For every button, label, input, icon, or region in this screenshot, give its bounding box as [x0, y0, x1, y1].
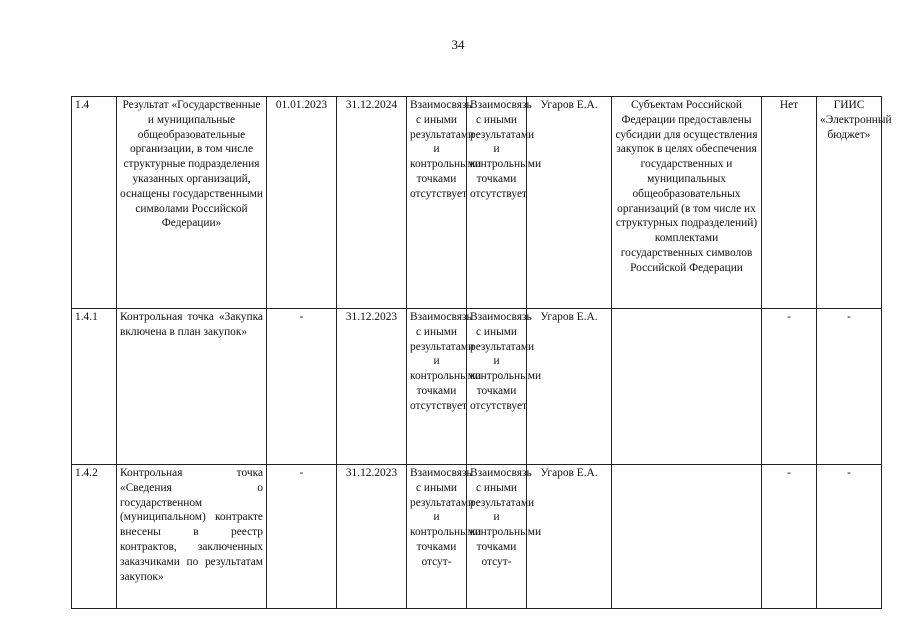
end-date: 31.12.2024 — [337, 97, 407, 309]
table-row — [72, 97, 882, 309]
checkpoint-name: Контрольная точка «Сведения о государственном (муниципальном) контракте внесены в реестр контрактов, заключенных заказчиками по результатам закупок» — [117, 465, 267, 609]
result-name: Результат «Государственные и муниципальные общеобразовательные организации, в том числе структурные подразделения указанных организаций, оснащены государственными символами Российской Федерации» — [117, 97, 267, 309]
relation-next: Взаимосвязь с иными результатами и контрольными точками отсутствует — [467, 309, 527, 465]
information-system: - — [817, 465, 882, 609]
result-description — [612, 309, 762, 465]
end-date: 31.12.2023 — [337, 309, 407, 465]
flag-cell: - — [762, 465, 817, 609]
relation-previous: Взаимосвязь с иными результатами и контрольными точками отсут- — [407, 465, 467, 609]
checkpoint-name: Контрольная точка «Закупка включена в план закупок» — [117, 309, 267, 465]
information-system: ГИИС «Электронный бюджет» — [817, 97, 882, 309]
relation-next: Взаимосвязь с иными результатами и контрольными точками отсутствует — [467, 97, 527, 309]
start-date: - — [267, 309, 337, 465]
page-number: 34 — [451, 37, 465, 52]
row-number: 1.4.1 — [72, 309, 117, 465]
relation-previous: Взаимосвязь с иными результатами и контрольными точками отсутствует — [407, 309, 467, 465]
responsible-person: Угаров Е.А. — [527, 309, 612, 465]
flag-cell: Нет — [762, 97, 817, 309]
responsible-person: Угаров Е.А. — [527, 97, 612, 309]
table-row — [72, 309, 882, 465]
relation-next: Взаимосвязь с иными результатами и контрольными точками отсут- — [467, 465, 527, 609]
start-date: 01.01.2023 — [267, 97, 337, 309]
result-description — [612, 465, 762, 609]
result-description: Субъектам Российской Федерации предоставлены субсидии для осуществления закупок в целях обеспечения государственных и муниципальных общеобразовательных организаций (в том числе их структурных подразделений) комплектами государственных символов Российской Федерации — [612, 97, 762, 309]
flag-cell: - — [762, 309, 817, 465]
row-number: 1.4.2 — [72, 465, 117, 609]
relation-previous: Взаимосвязь с иными результатами и контрольными точками отсутствует — [407, 97, 467, 309]
end-date: 31.12.2023 — [337, 465, 407, 609]
row-number: 1.4 — [72, 97, 117, 309]
start-date: - — [267, 465, 337, 609]
plan-table — [71, 96, 892, 609]
table-row — [72, 465, 882, 609]
information-system: - — [817, 309, 882, 465]
responsible-person: Угаров Е.А. — [527, 465, 612, 609]
